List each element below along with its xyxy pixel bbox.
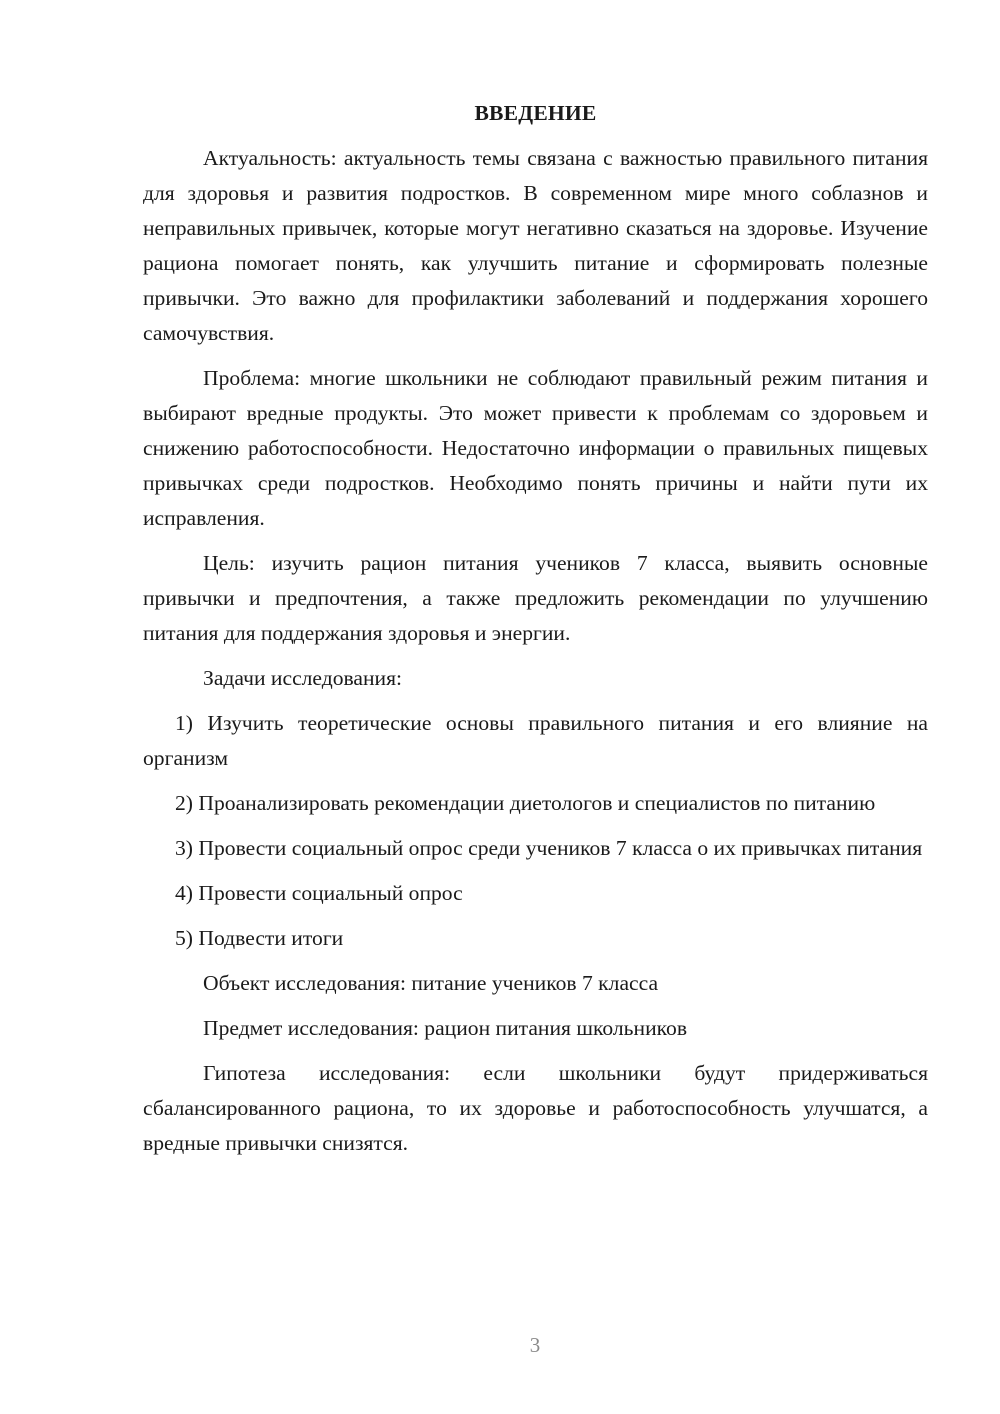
goal-paragraph: Цель: изучить рацион питания учеников 7 класса, выявить основные привычки и предпочтения, а также предложить рекомендации по улучшению питания для поддержания здоровья и энергии. — [143, 551, 928, 645]
task-item-1: 1) Изучить теоретические основы правильного питания и его влияние на организм — [143, 711, 928, 770]
tasks-heading: Задачи исследования: — [203, 666, 403, 690]
hypothesis-paragraph: Гипотеза исследования: если школьники будут придерживаться сбалансированного рациона, то их здоровье и работоспособность улучшатся, а вредные привычки снизятся. — [143, 1061, 928, 1155]
task-item-2: 2) Проанализировать рекомендации диетологов и специалистов по питанию — [175, 791, 876, 815]
document-page — [143, 96, 928, 1171]
research-object: Объект исследования: питание учеников 7 класса — [203, 971, 659, 995]
task-item-3: 3) Провести социальный опрос среди учеников 7 класса о их привычках питания — [175, 836, 923, 860]
research-subject: Предмет исследования: рацион питания школьников — [203, 1016, 688, 1040]
page-number: 3 — [529, 1333, 541, 1357]
task-item-4: 4) Провести социальный опрос — [175, 881, 463, 905]
problem-paragraph: Проблема: многие школьники не соблюдают правильный режим питания и выбирают вредные продукты. Это может привести к проблемам со здоровьем и снижению работоспособности. Недостаточно информации о правильных пищевых привычках среди подростков. Необходимо понять причины и найти пути их исправления. — [143, 366, 928, 530]
relevance-paragraph: Актуальность: актуальность темы связана с важностью правильного питания для здоровья и развития подростков. В современном мире много соблазнов и неправильных привычек, которые могут негативно сказаться на здоровье. Изучение рациона помогает понять, как улучшить питание и сформировать полезные привычки. Это важно для профилактики заболеваний и поддержания хорошего самочувствия. — [143, 146, 928, 345]
task-item-5: 5) Подвести итоги — [175, 926, 344, 950]
section-title: ВВЕДЕНИЕ — [474, 101, 597, 125]
